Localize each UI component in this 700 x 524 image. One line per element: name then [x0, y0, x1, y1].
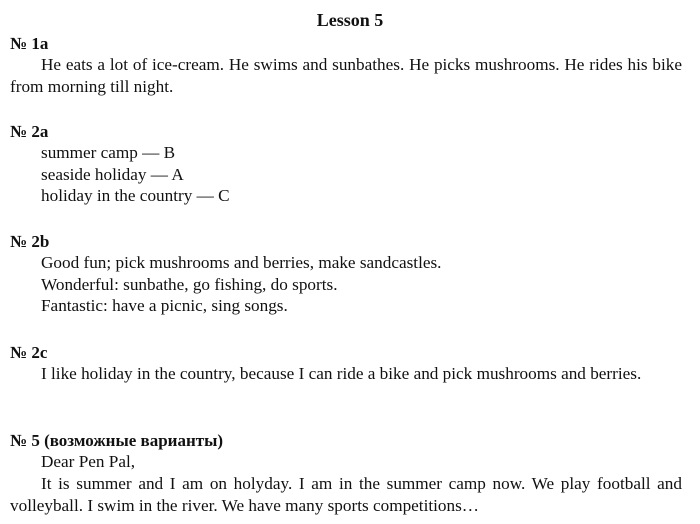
- section-paragraph: I like holiday in the country, because I can ride a bike and pick mushrooms and berries.: [41, 364, 642, 383]
- answer-line: Wonderful: sunbathe, go fishing, do sports.: [41, 274, 338, 294]
- section-1a: [10, 33, 682, 98]
- section-heading: № 2b: [10, 232, 50, 251]
- answer-line: seaside holiday — A: [41, 164, 184, 184]
- letter-body: It is summer and I am on holyday. I am in the summer camp now. We play football and volleyball. I swim in the river. We have many sports competitions…: [10, 473, 682, 515]
- answer-line: Good fun; pick mushrooms and berries, make sandcastles.: [41, 253, 442, 272]
- section-heading: № 2a: [10, 122, 49, 141]
- answer-line: holiday in the country — C: [41, 186, 230, 205]
- section-paragraph: He eats a lot of ice-cream. He swims and sunbathes. He picks mushrooms. He rides his bike from morning till night.: [10, 55, 682, 96]
- letter-greeting: Dear Pen Pal,: [41, 452, 136, 471]
- section-heading: № 1a: [10, 34, 49, 53]
- answer-line: summer camp — B: [41, 143, 176, 162]
- section-heading: № 5 (возможные варианты): [10, 431, 224, 450]
- section-2a: [10, 121, 682, 207]
- answer-line: Fantastic: have a picnic, sing songs.: [41, 296, 288, 315]
- page-title: Lesson 5: [316, 10, 384, 30]
- section-2c: [10, 342, 682, 385]
- section-heading: № 2c: [10, 343, 48, 362]
- section-2b: [10, 231, 682, 317]
- section-5: [10, 430, 682, 517]
